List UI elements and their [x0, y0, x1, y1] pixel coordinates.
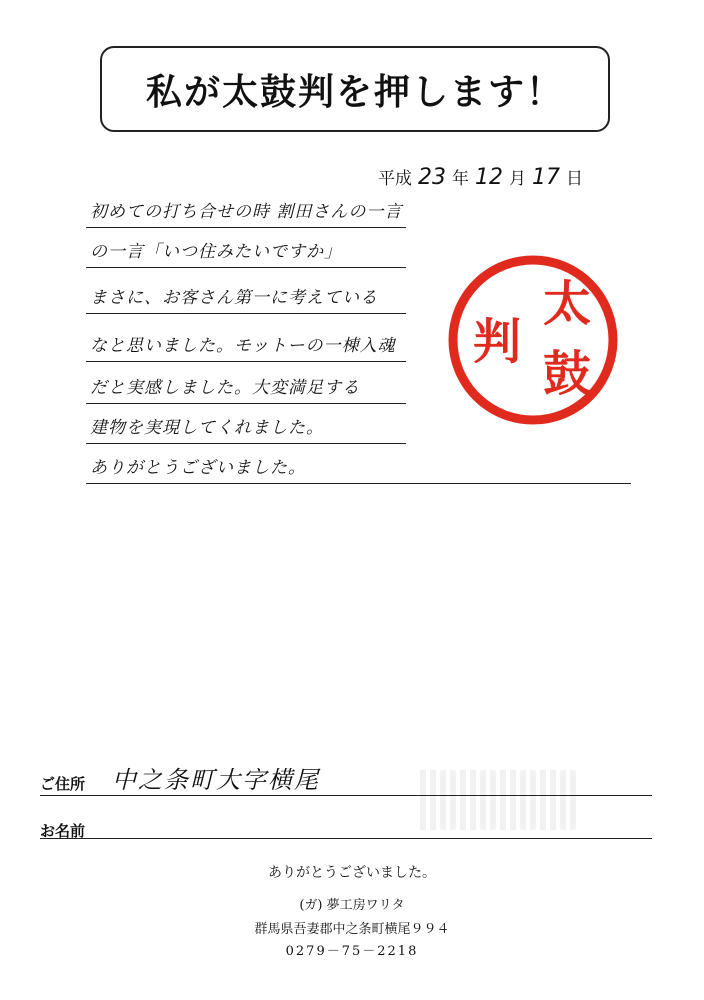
- page-title: 私が太鼓判を押します！: [145, 71, 564, 113]
- message-line-3: まさに、お客さん第一に考えている: [86, 274, 406, 314]
- message-line-6: 建物を実現してくれました。: [86, 404, 406, 444]
- footer-company: (ガ) 夢工房ワリタ: [299, 898, 405, 913]
- footer-phone: 0279－75－2218: [285, 944, 419, 959]
- date-year: 23: [418, 165, 446, 190]
- seal-char-ban: 判: [472, 314, 522, 370]
- message-line-7: ありがとうございました。: [86, 444, 631, 484]
- date-day-unit: 日: [566, 169, 583, 189]
- name-label: お名前: [40, 822, 86, 840]
- name-underline: [40, 838, 652, 839]
- address-value: 中之条町大字横尾: [112, 766, 320, 794]
- date-day: 17: [532, 165, 560, 190]
- seal-char-ko: 鼓: [542, 346, 592, 402]
- message-line-4: なと思いました。モットーの一棟入魂: [86, 322, 406, 362]
- date-month-unit: 月: [509, 169, 526, 189]
- address-label: ご住所: [40, 775, 86, 793]
- footer-address: 群馬県吾妻郡中之条町横尾９９４: [254, 922, 450, 937]
- date-era: 平成: [378, 169, 412, 189]
- message-line-2: の一言「いつ住みたいですか」: [86, 228, 406, 268]
- date-month: 12: [475, 165, 503, 190]
- message-line-5: だと実感しました。大変満足する: [86, 364, 406, 404]
- date-line: [378, 164, 583, 190]
- faded-text-artifact: [420, 770, 580, 830]
- date-year-unit: 年: [452, 169, 469, 189]
- title-box: [100, 46, 610, 132]
- taikoban-seal: [445, 252, 621, 428]
- footer-thanks: ありがとうございました。: [268, 865, 436, 881]
- seal-char-tai: 太: [542, 276, 592, 332]
- message-line-1: 初めての打ち合せの時 割田さんの一言: [86, 188, 406, 228]
